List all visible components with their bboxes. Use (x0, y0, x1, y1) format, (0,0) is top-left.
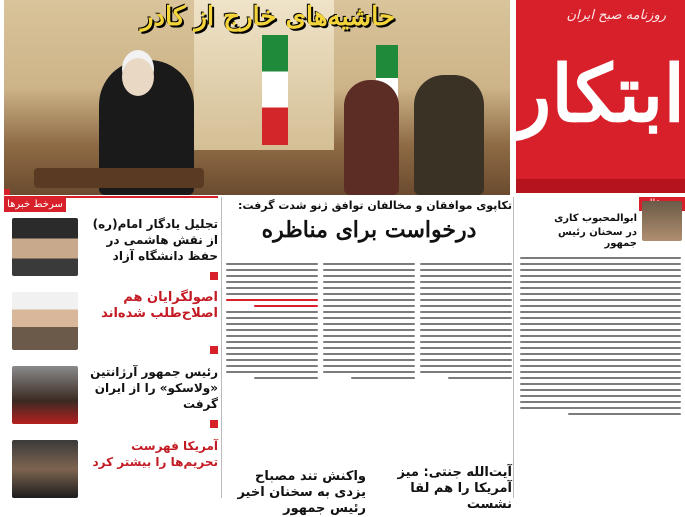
photo-marker (4, 189, 10, 195)
story-thumbnail (12, 292, 78, 350)
story-marker (210, 272, 218, 280)
story-marker (210, 346, 218, 354)
masthead-tagline: روزنامه صبح ایران (566, 8, 666, 23)
story-thumbnail (12, 218, 78, 276)
column-divider (513, 197, 514, 498)
story-thumbnail (12, 440, 78, 498)
story-headline: آمریکا فهرست تحریم‌ها را بیشتر کرد (92, 439, 218, 469)
photo-table (34, 168, 204, 188)
body-text-column (420, 259, 512, 455)
section-label: سرخط خبرها (4, 198, 66, 212)
secondary-headline: آیت‌الله جنتی: میز آمریکا را هم لقا نشست (397, 465, 512, 512)
story-headline: اصولگرایان هم اصلاح‌طلب شده‌اند (101, 290, 218, 321)
photo-person-head (122, 58, 154, 96)
list-item[interactable] (4, 288, 218, 358)
editorial-body (520, 253, 681, 493)
photo-person (344, 80, 399, 195)
list-item[interactable] (4, 214, 218, 284)
flag-icon (262, 35, 288, 145)
editorial-author: ابوالمحبوب کاری (554, 213, 637, 224)
masthead (513, 0, 685, 193)
story-headline: تجلیل یادگار امام(ره) از نقش هاشمی در حفظ دانشگاه آزاد (92, 217, 218, 263)
dateline-bar (516, 179, 685, 193)
secondary-headline: واکنش تند مصباح یزدی به سخنان اخیر رئیس جمهور (237, 469, 366, 516)
story-thumbnail (12, 366, 78, 424)
body-text-column (226, 259, 318, 455)
lead-kicker: تکاپوی موافقان و مخالفان توافق ژنو شدت گرفت: (238, 199, 512, 212)
left-column (4, 196, 218, 498)
author-avatar (642, 201, 682, 241)
photo-person (414, 75, 484, 195)
lead-story (226, 197, 512, 516)
editorial-title: در سخنان رئیس جمهور (558, 227, 637, 249)
list-item[interactable] (4, 436, 218, 506)
story-marker (210, 420, 218, 428)
editorial-column (516, 197, 685, 498)
story-headline: رئیس جمهور آرژانتین «ولاسکو» را از ایران گرفت (90, 365, 218, 411)
list-item[interactable] (4, 362, 218, 432)
photo-headline: حاشیه‌های خارج از کادر (140, 2, 396, 32)
body-text-column (323, 259, 415, 455)
lead-headline: درخواست برای مناظره (261, 217, 477, 243)
column-divider (221, 197, 222, 498)
newspaper-logo: ابتکار (513, 49, 685, 140)
